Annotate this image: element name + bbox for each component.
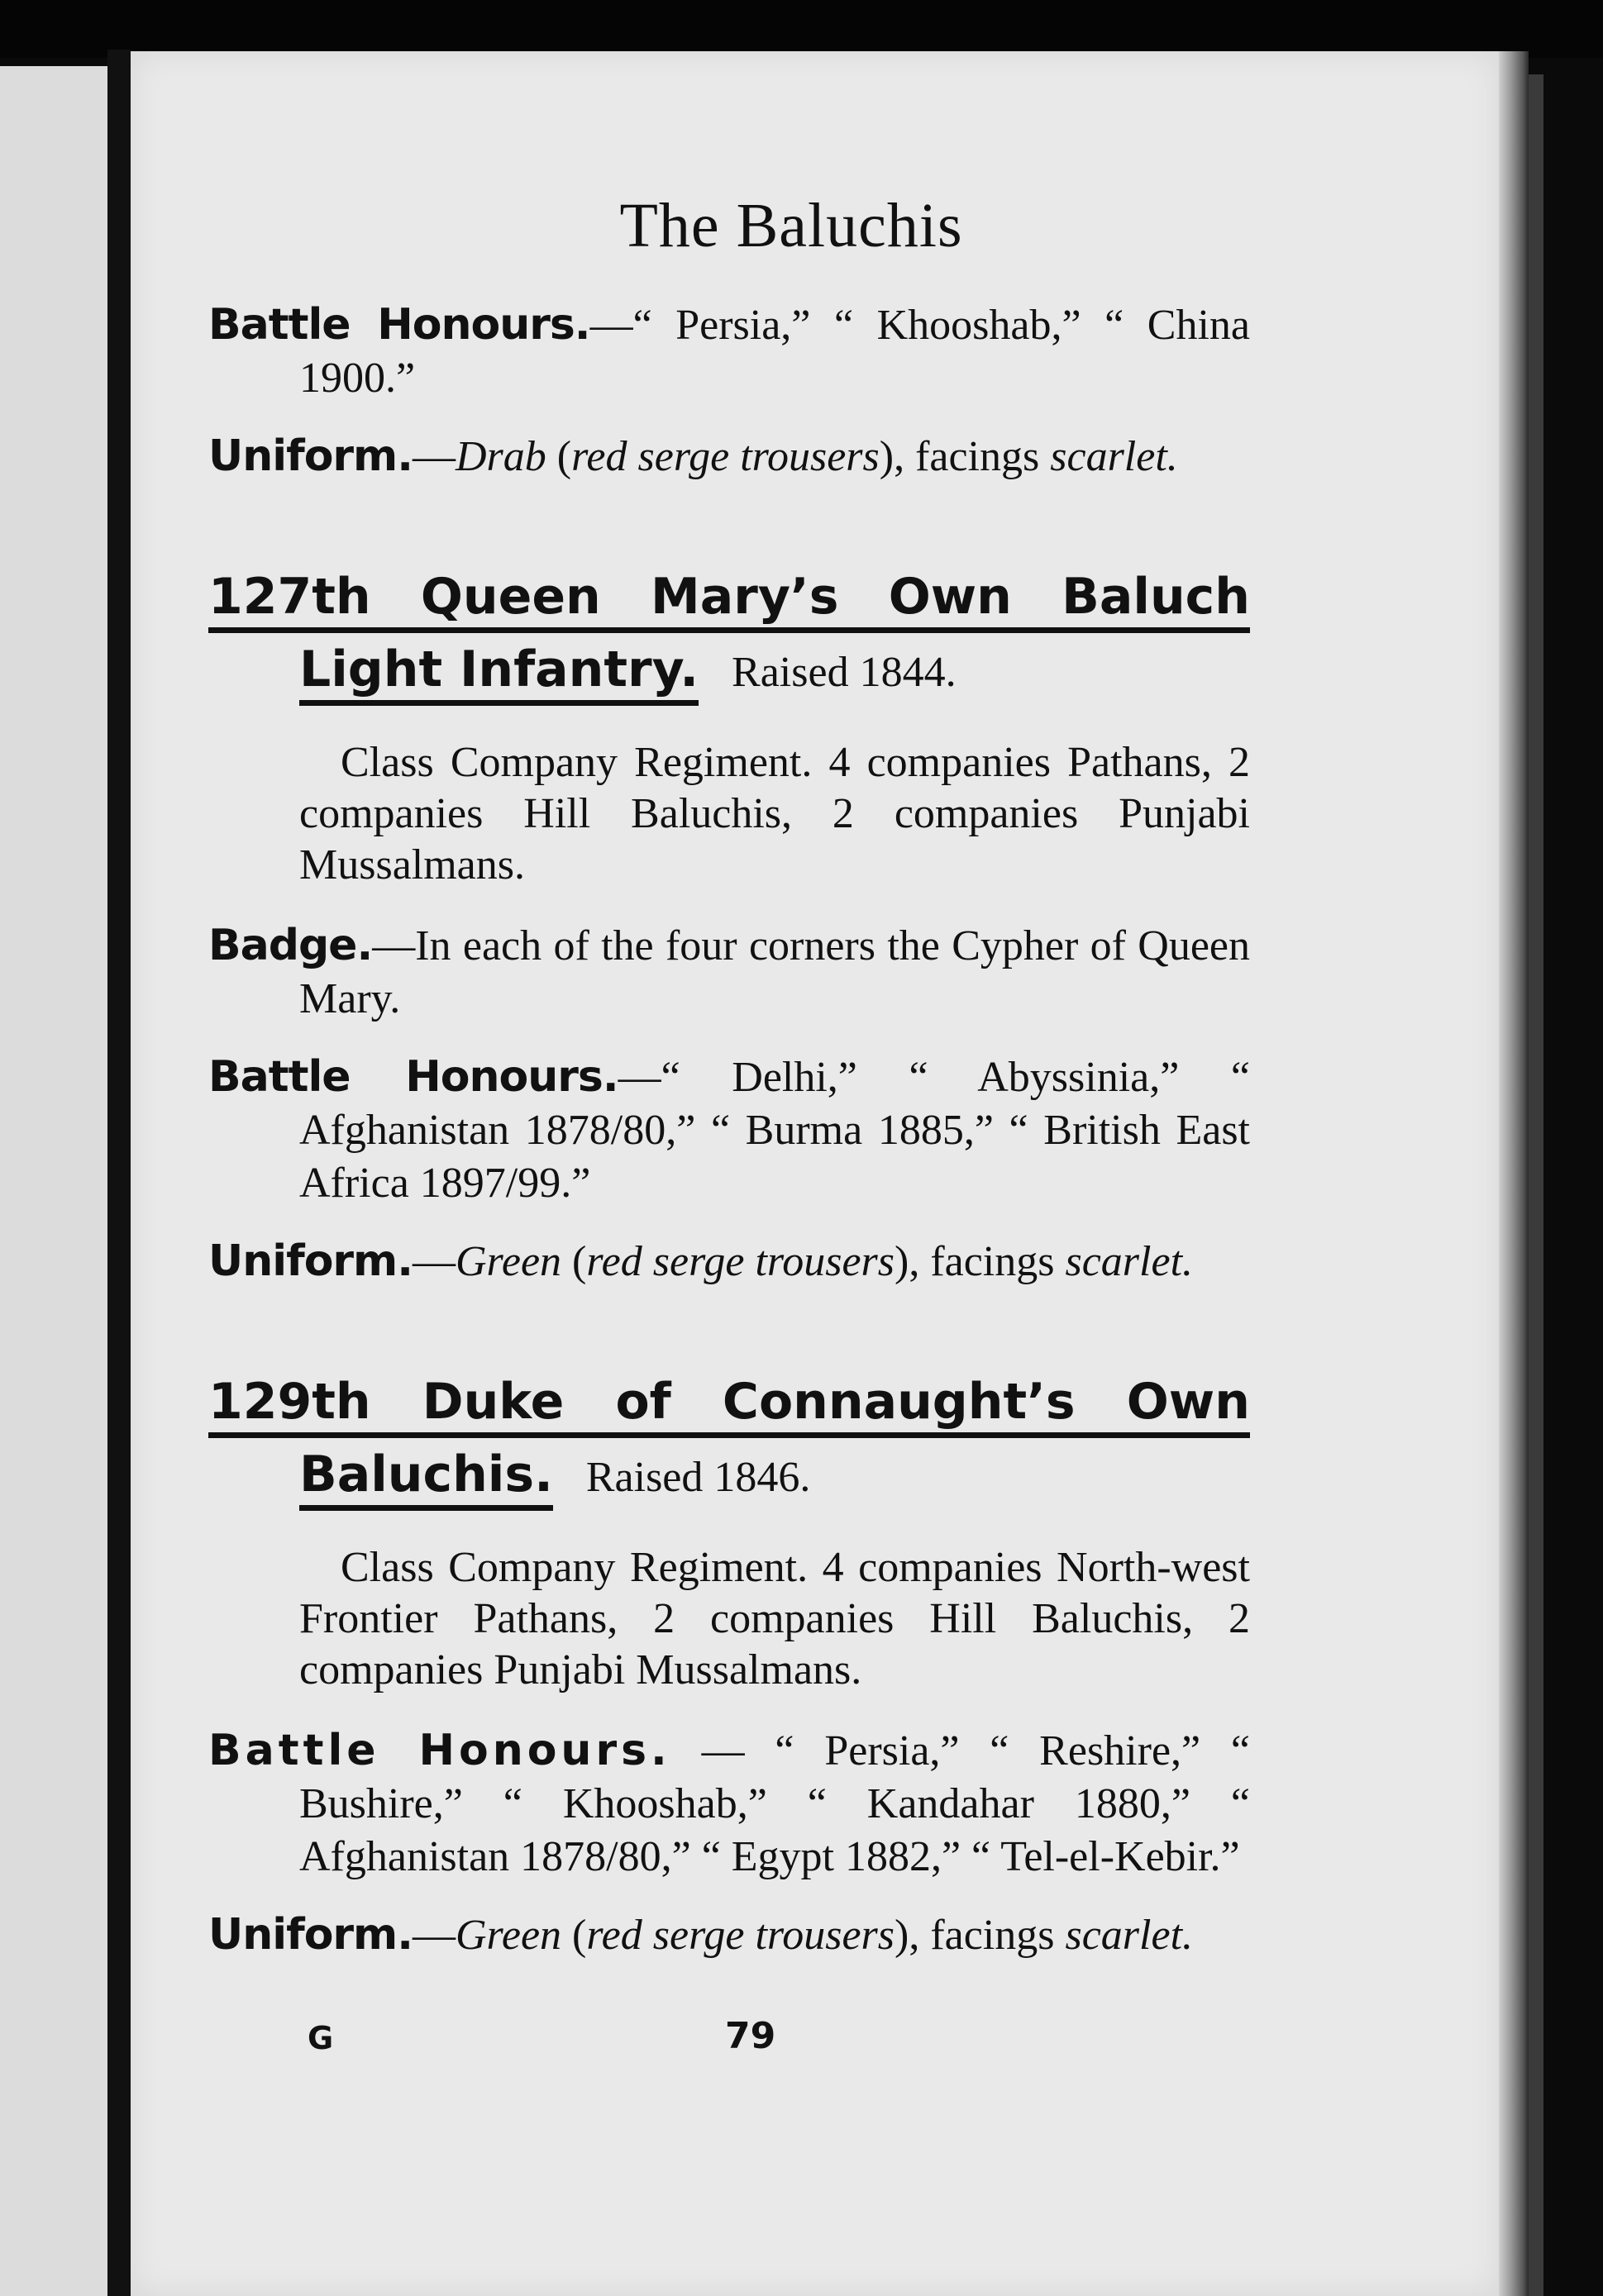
entry-lead: Battle Honours.: [208, 1052, 618, 1102]
uniform-trousers: red serge trousers: [586, 1238, 895, 1285]
regiment-name-word: Own: [1126, 1373, 1250, 1431]
uniform-entry: [208, 430, 1250, 483]
text-fragment: (: [546, 433, 572, 480]
regiment-name-end: Baluchis.: [299, 1446, 553, 1511]
regiment-name-continuation: [208, 1441, 1250, 1521]
badge-entry: [208, 919, 1250, 1026]
regiment-127-description: Class Company Regiment. 4 companies Pathans, 2 companies Hill Baluchis, 2 companies Punjabi Mussalmans.: [299, 739, 1250, 888]
facing-page-edge: [0, 66, 107, 2296]
entry-lead: Battle Honours.: [208, 1726, 671, 1775]
regiment-name-word: Queen: [420, 568, 601, 626]
regiment-name-word: Mary’s: [651, 568, 839, 626]
regiment-name-word: of: [615, 1373, 671, 1431]
scan-top-edge: [0, 0, 1603, 58]
text-fragment: ), facings: [895, 1912, 1066, 1959]
entry-lead: Badge.: [208, 921, 373, 970]
page-footer: [308, 2015, 1052, 2073]
book-gutter: [107, 50, 131, 2296]
battle-honours-entry: [208, 1724, 1250, 1884]
page-fore-edge: [1499, 51, 1529, 2296]
text-fragment: ), facings: [879, 433, 1051, 480]
uniform-facings: scarlet.: [1065, 1238, 1194, 1285]
entry-text: —“ Delhi,” “ Abyssinia,” “ Afghanistan 1878/80,” “ Burma 1885,” “ British East Africa 1897/99.”: [299, 1054, 1251, 1207]
uniform-entry: [208, 1908, 1250, 1962]
entry-lead: Uniform.: [208, 431, 413, 481]
regiment-129-heading: [208, 1371, 1250, 1521]
regiment-name-word: Own: [888, 568, 1012, 626]
dash: —: [413, 433, 456, 480]
regiment-name-line: [208, 566, 1250, 633]
battle-honours-entry: [208, 298, 1250, 405]
text-fragment: (: [561, 1912, 587, 1959]
text-fragment: ), facings: [895, 1238, 1066, 1285]
uniform-trousers: red serge trousers: [571, 433, 880, 480]
uniform-trousers: red serge trousers: [586, 1912, 895, 1959]
entry-lead: Uniform.: [208, 1236, 413, 1286]
regiment-129-description: Class Company Regiment. 4 companies North-west Frontier Pathans, 2 companies Hill Baluchis, 2 companies Punjabi Mussalmans.: [299, 1544, 1250, 1693]
signature-mark: G: [308, 2020, 334, 2056]
entry-lead: Uniform.: [208, 1910, 413, 1960]
raised-date: Raised 1844.: [732, 649, 957, 696]
text-fragment: (: [561, 1238, 587, 1285]
uniform-facings: scarlet.: [1050, 433, 1178, 480]
regiment-name-word: Connaught’s: [722, 1373, 1076, 1431]
running-head: The Baluchis: [619, 191, 963, 260]
battle-honours-entry: [208, 1050, 1250, 1210]
entry-lead: Battle Honours.: [208, 300, 590, 350]
dash: —: [413, 1912, 456, 1959]
entry-text: —“ Persia,” “ Khooshab,” “ China 1900.”: [299, 302, 1251, 402]
uniform-entry: [208, 1235, 1250, 1289]
page-content: [208, 190, 1250, 1987]
regiment-name-word: Duke: [422, 1373, 565, 1431]
page-number: 79: [725, 2015, 776, 2057]
entry-text: —In each of the four corners the Cypher of Queen Mary.: [299, 922, 1250, 1022]
dash: —: [413, 1238, 456, 1285]
raised-date: Raised 1846.: [585, 1454, 811, 1501]
entry-text: — “ Persia,” “ Reshire,” “ Bushire,” “ Khooshab,” “ Kandahar 1880,” “ Afghanistan 1878/80,” “ Egypt 1882,” “ Tel-el-Kebir.”: [299, 1727, 1250, 1880]
uniform-colour: Drab: [456, 433, 546, 480]
regiment-name-continuation: [208, 636, 1250, 716]
regiment-name-end: Light Infantry.: [299, 641, 699, 706]
regiment-name-word: Baluch: [1062, 568, 1250, 626]
regiment-name-line: [208, 1371, 1250, 1438]
regiment-name-word: 127th: [208, 568, 371, 626]
regiment-127-heading: [208, 566, 1250, 716]
page-fore-edge-shadow: [1529, 74, 1543, 2296]
uniform-colour: Green: [456, 1238, 562, 1285]
regiment-name-word: 129th: [208, 1373, 371, 1431]
uniform-colour: Green: [456, 1912, 562, 1959]
uniform-facings: scarlet.: [1065, 1912, 1194, 1959]
